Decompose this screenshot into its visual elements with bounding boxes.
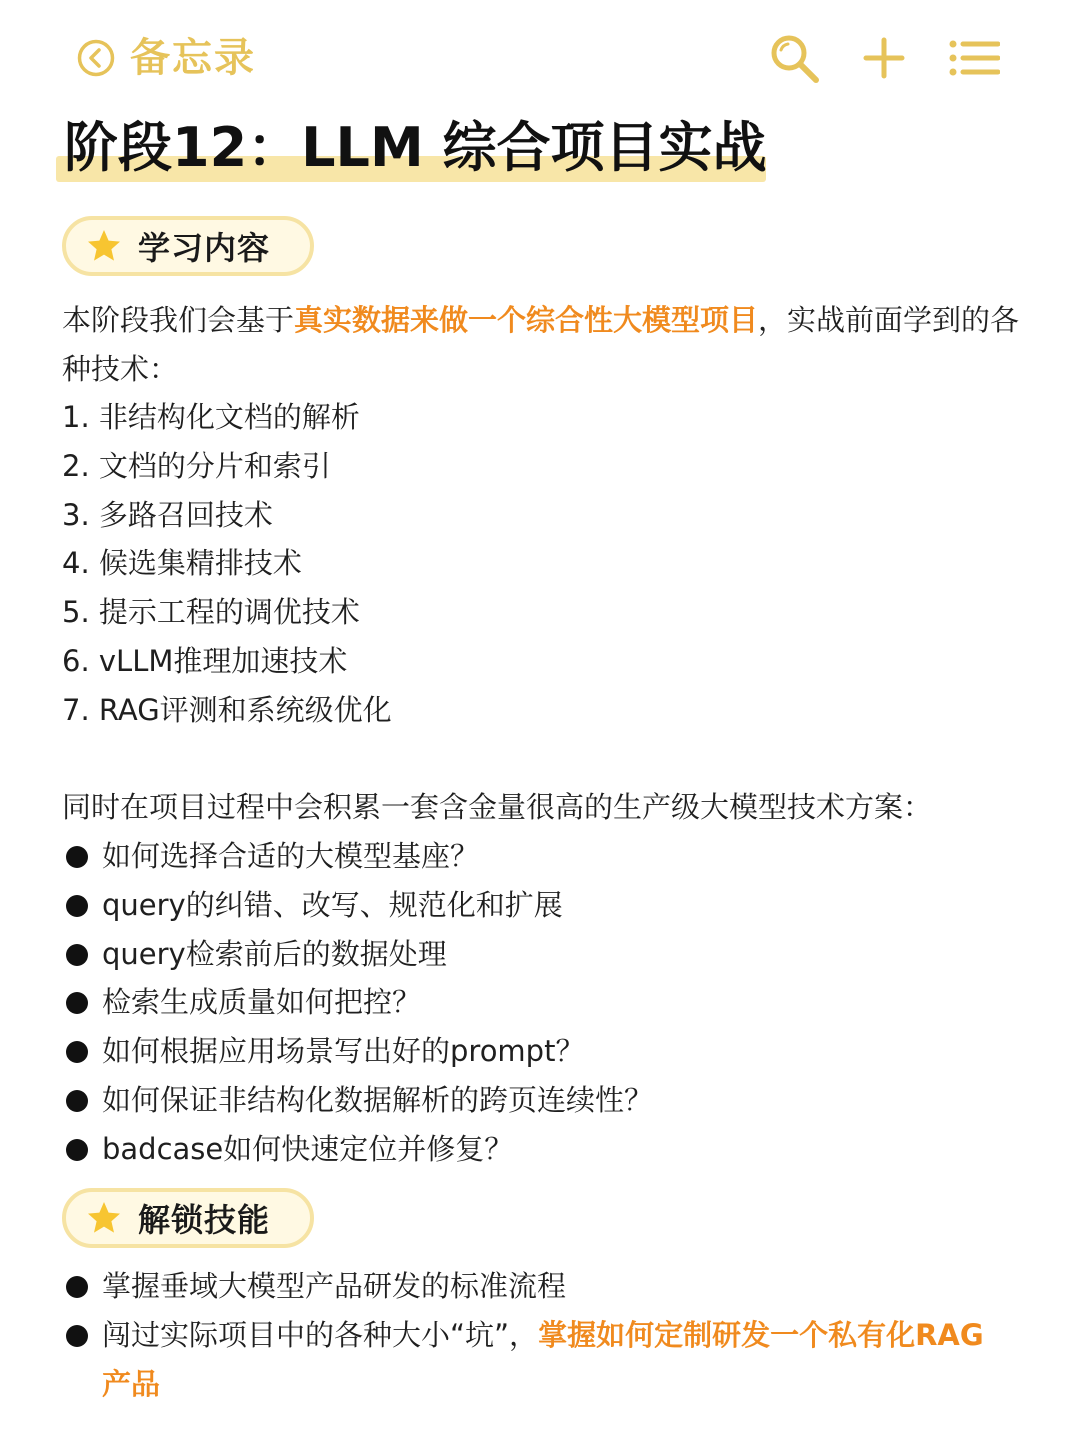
section-label: 学习内容	[138, 229, 271, 267]
solution-paragraph: 同时在项目过程中会积累一套含金量很高的生产级大模型技术方案：	[62, 790, 933, 824]
top-bar	[0, 0, 1080, 110]
list-item: query检索前后的数据处理	[62, 930, 653, 979]
list-item: 5. 提示工程的调优技术	[62, 595, 360, 630]
list-item: 如何选择合适的大模型基座？	[62, 832, 653, 881]
solution-bullet-list	[62, 832, 653, 1174]
back-button[interactable]	[76, 36, 256, 80]
list-item: badcase如何快速定位并修复？	[62, 1125, 653, 1174]
page-title: 阶段12：LLM 综合项目实战	[64, 116, 767, 179]
intro-highlight: 真实数据来做一个综合性大模型项目	[294, 303, 759, 337]
skills-bullet-list	[62, 1262, 992, 1408]
list-item: 1. 非结构化文档的解析	[62, 400, 360, 434]
list-item: 3. 多路召回技术	[62, 497, 273, 532]
section-pill-learning	[62, 216, 314, 276]
list-item: 7. RAG评测和系统级优化	[62, 692, 392, 727]
skills-highlight: 掌握如何定制研发一个私有化RAG产品	[102, 1317, 984, 1401]
star-icon	[86, 1200, 122, 1236]
list-item	[62, 1311, 992, 1409]
title-block	[56, 112, 767, 184]
skills-text: 闯过实际项目中的各种大小“坑”，	[102, 1317, 539, 1352]
back-label: 备忘录	[130, 35, 256, 81]
list-item: 如何保证非结构化数据解析的跨页连续性？	[62, 1076, 653, 1125]
list-item: 检索生成质量如何把控？	[62, 978, 653, 1027]
intro-paragraph	[62, 296, 1022, 394]
list-item: 掌握垂域大模型产品研发的标准流程	[62, 1262, 992, 1311]
intro-text: 本阶段我们会基于	[62, 303, 295, 337]
list-item: 6. vLLM推理加速技术	[62, 643, 348, 678]
list-item: 如何根据应用场景写出好的prompt？	[62, 1027, 653, 1076]
section-label: 解锁技能	[138, 1201, 271, 1239]
section-pill-skills	[62, 1188, 314, 1248]
plus-icon[interactable]	[856, 30, 912, 86]
star-icon	[86, 228, 122, 264]
list-item: 2. 文档的分片和索引	[62, 448, 331, 483]
intro-text-end: ，实战前面学到的各种技术：	[62, 303, 1020, 386]
chevron-left-circle-icon	[76, 38, 116, 78]
technique-list	[62, 393, 392, 735]
list-item: query的纠错、改写、规范化和扩展	[62, 881, 653, 930]
list-icon[interactable]	[944, 30, 1000, 86]
search-icon[interactable]	[766, 30, 822, 86]
list-item: 4. 候选集精排技术	[62, 546, 302, 581]
